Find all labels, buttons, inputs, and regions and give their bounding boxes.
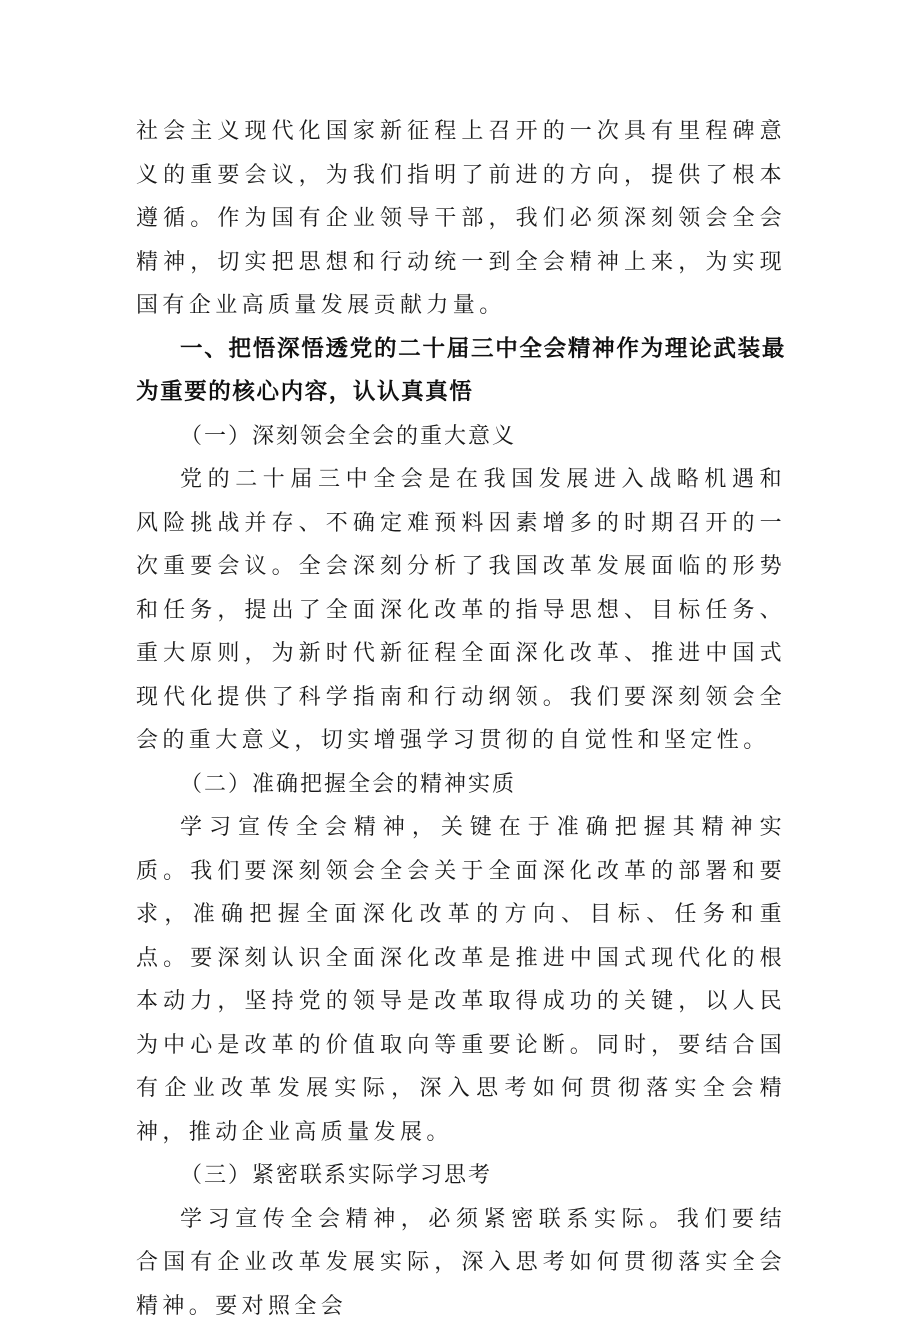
subsection-3-paragraph: 学习宣传全会精神，必须紧密联系实际。我们要结合国有企业改革发展实际，深入思考如何贯彻落实全会精神。要对照全会: [136, 1198, 786, 1328]
subsection-3-heading: （三）紧密联系实际学习思考: [136, 1154, 786, 1198]
subsection-1-heading: （一）深刻领会全会的重大意义: [136, 415, 786, 459]
subsection-1-paragraph: 党的二十届三中全会是在我国发展进入战略机遇和风险挑战并存、不确定难预料因素增多的时期召开的一次重要会议。全会深刻分析了我国改革发展面临的形势和任务，提出了全面深化改革的指导思想、目标任务、重大原则，为新时代新征程全面深化改革、推进中国式现代化提供了科学指南和行动纲领。我们要深刻领会全会的重大意义，切实增强学习贯彻的自觉性和坚定性。: [136, 458, 786, 763]
document-body: [136, 110, 786, 1328]
subsection-2-heading: （二）准确把握全会的精神实质: [136, 763, 786, 807]
section-1-heading: 一、把悟深悟透党的二十届三中全会精神作为理论武装最为重要的核心内容，认认真真悟: [136, 328, 786, 415]
intro-paragraph: 社会主义现代化国家新征程上召开的一次具有里程碑意义的重要会议，为我们指明了前进的方向，提供了根本遵循。作为国有企业领导干部，我们必须深刻领会全会精神，切实把思想和行动统一到全会精神上来，为实现国有企业高质量发展贡献力量。: [136, 110, 786, 328]
subsection-2-paragraph: 学习宣传全会精神，关键在于准确把握其精神实质。我们要深刻领会全会关于全面深化改革的部署和要求，准确把握全面深化改革的方向、目标、任务和重点。要深刻认识全面深化改革是推进中国式现代化的根本动力，坚持党的领导是改革取得成功的关键，以人民为中心是改革的价值取向等重要论断。同时，要结合国有企业改革发展实际，深入思考如何贯彻落实全会精神，推动企业高质量发展。: [136, 806, 786, 1154]
